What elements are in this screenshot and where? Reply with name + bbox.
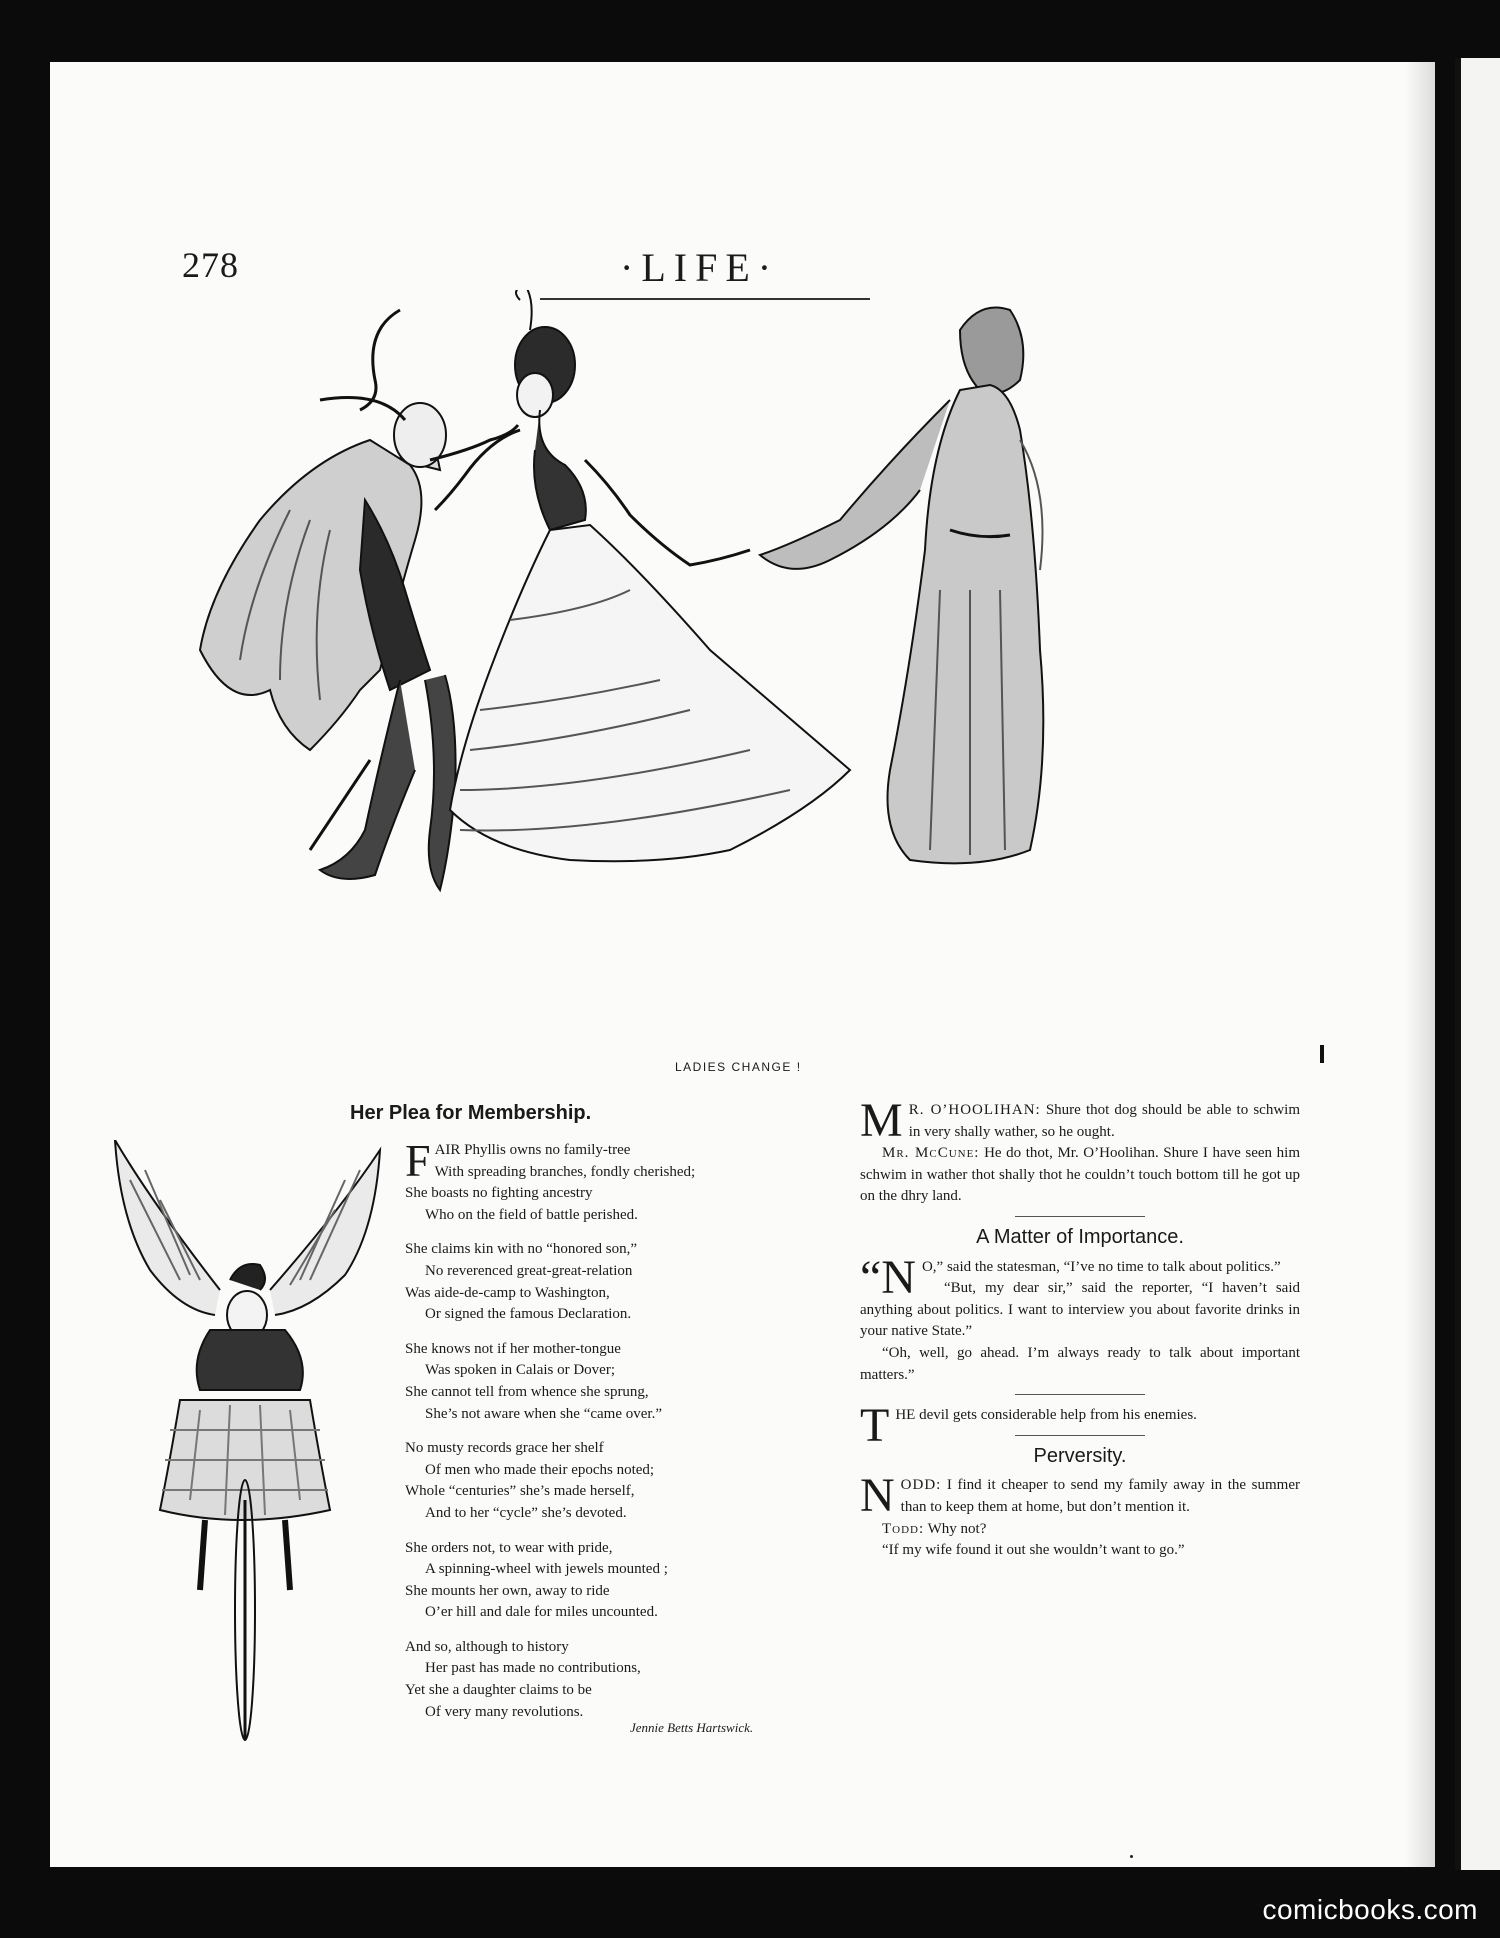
poem-author: Jennie Betts Hartswick. [630, 1720, 754, 1735]
dropcap: T [860, 1399, 890, 1453]
dropcap: “N [860, 1250, 916, 1304]
speaker-label: R. O’HOOLIHAN: [908, 1102, 1041, 1118]
poem-stanza [405, 1637, 825, 1723]
poem-line: Or signed the famous Declaration. [425, 1306, 632, 1323]
poem-line: A spinning-wheel with jewels mounted ; [425, 1561, 668, 1578]
perversity-paragraph [860, 1519, 1300, 1541]
section-divider [1015, 1216, 1145, 1217]
paragraph-text: HE devil gets considerable help from his enemies. [895, 1407, 1197, 1424]
masthead-life: ·LIFE· [620, 245, 780, 290]
dialog-text: He do thot, Mr. O’Hoolihan. Shure I have seen him schwim in wather thot shally thot he couldn’t touch bottom till he got up on the dhry land. [860, 1145, 1300, 1205]
perversity-title: Perversity. [1033, 1444, 1127, 1467]
dropcap: N [860, 1469, 895, 1523]
poem-body [405, 1135, 825, 1736]
poem-line: Who on the field of battle perished. [425, 1206, 638, 1223]
poem-line: She mounts her own, away to ride [405, 1582, 610, 1599]
paragraph-text: O,” said the statesman, “I’ve no time to talk about politics.” [921, 1258, 1281, 1275]
right-column [860, 1094, 1300, 1562]
paragraph-text: Why not? [924, 1520, 987, 1537]
page-number: 278 [182, 245, 239, 285]
poem-dropcap: F [405, 1135, 431, 1186]
ohoolihan-dialog [860, 1094, 1300, 1147]
poem-stanza [405, 1239, 825, 1325]
devil-paragraph [860, 1399, 1300, 1453]
poem-line: She boasts no fighting ancestry [405, 1185, 593, 1202]
poem-line: She cannot tell from whence she sprung, [405, 1383, 649, 1400]
lady-figure [435, 290, 850, 861]
poem-line: Her past has made no contributions, [425, 1660, 641, 1677]
poem-line: Was aide-de-camp to Washington, [405, 1284, 610, 1301]
section-divider [1015, 1394, 1145, 1395]
poem-title: Her Plea for Membership. [350, 1102, 592, 1124]
poem-line: Of very many revolutions. [425, 1703, 584, 1720]
poem-line: No musty records grace her shelf [405, 1440, 604, 1457]
speaker-label: ODD: [900, 1477, 942, 1494]
page-gutter [1405, 62, 1435, 1867]
poem-line: Whole “centuries” she’s made herself, [405, 1483, 635, 1500]
speaker-label: Todd: [882, 1520, 925, 1537]
poem-line: Of men who made their epochs noted; [425, 1461, 655, 1478]
ladies-change-illustration [190, 290, 1130, 1065]
section-divider [1015, 1435, 1145, 1436]
poem-line: With spreading branches, fondly cherished; [434, 1163, 696, 1180]
perversity-paragraph: “If my wife found it out she wouldn’t want to go.” [882, 1542, 1185, 1559]
print-speck [1130, 1855, 1133, 1858]
poem-line: She knows not if her mother-tongue [405, 1340, 621, 1357]
poem-line: And to her “cycle” she’s devoted. [425, 1504, 627, 1521]
matter-paragraph [860, 1250, 1300, 1304]
poem-line: AIR Phyllis owns no family-tree [434, 1142, 631, 1158]
speaker-label: Mr. McCune: [882, 1145, 980, 1162]
winged-cyclist-illustration [110, 1140, 400, 1750]
matter-paragraph: “Oh, well, go ahead. I’m always ready to talk about important matters.” [860, 1344, 1300, 1383]
poem-stanza [405, 1339, 825, 1425]
print-mark [1320, 1045, 1324, 1063]
poem-line: She claims kin with no “honored son,” [405, 1241, 638, 1258]
dropcap: M [860, 1094, 903, 1147]
dialog-text: Shure thot dog should be able to schwim in very shally wather, so he ought. [908, 1102, 1300, 1140]
poem-stanza [405, 1438, 825, 1524]
poem-stanza [405, 1135, 825, 1226]
paragraph-text: I find it cheaper to send my family away in the summer than to keep them at home, but don’t mention it. [900, 1477, 1300, 1515]
poem-line: O’er hill and dale for miles uncounted. [425, 1604, 658, 1621]
matter-paragraph: “But, my dear sir,” said the reporter, “I haven’t said anything about politics. I want to interview you about favorite drinks in your native State.” [860, 1280, 1300, 1340]
cartoon-caption: LADIES CHANGE ! [675, 1060, 802, 1074]
perversity-paragraph [860, 1469, 1300, 1523]
poem-line: Was spoken in Calais or Dover; [425, 1362, 616, 1379]
next-page-edge [1455, 58, 1500, 1870]
matter-of-importance-title: A Matter of Importance. [976, 1225, 1184, 1248]
poem-stanza [405, 1538, 825, 1624]
poem-line: She orders not, to wear with pride, [405, 1539, 613, 1556]
poem-line: No reverenced great-great-relation [425, 1262, 633, 1279]
poem-line: And so, although to history [405, 1638, 569, 1655]
poem-line: She’s not aware when she “came over.” [425, 1405, 662, 1422]
site-watermark: comicbooks.com [1262, 1894, 1478, 1925]
poem-line: Yet she a daughter claims to be [405, 1682, 592, 1699]
mccune-dialog [860, 1143, 1300, 1208]
